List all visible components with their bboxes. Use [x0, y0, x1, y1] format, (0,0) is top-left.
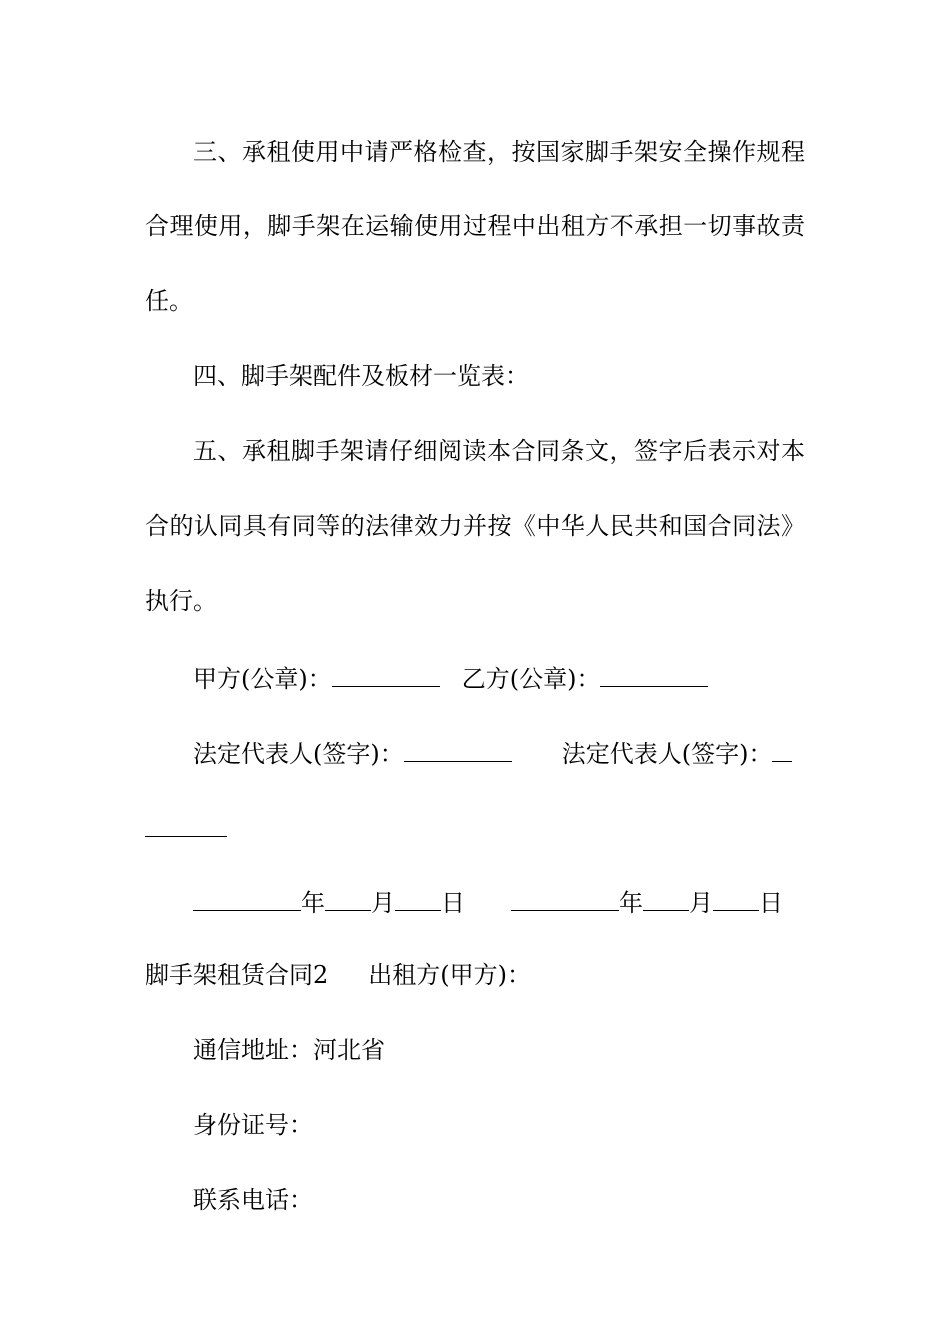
date-a-year-label: 年 [301, 889, 325, 917]
clause-3-line-3: 任。 [145, 287, 193, 315]
party-b-seal-label: 乙方(公章)： [461, 665, 601, 693]
date-a-month-label: 月 [371, 889, 395, 917]
date-b-day-blank [713, 884, 759, 911]
date-a-day-blank [395, 884, 441, 911]
phone-label: 联系电话： [193, 1186, 313, 1214]
address-value: 河北省 [313, 1036, 385, 1064]
party-b-seal-blank [600, 660, 708, 687]
address-label: 通信地址： [193, 1036, 313, 1064]
contract-2-header [145, 959, 805, 991]
date-b-year-label: 年 [619, 889, 643, 917]
seal-line [193, 660, 805, 695]
legal-rep-a-label: 法定代表人(签字)： [193, 740, 404, 768]
address-line [193, 1034, 805, 1066]
date-a-year-blank [193, 884, 301, 911]
id-number-label: 身份证号： [193, 1111, 313, 1139]
date-line [193, 884, 805, 919]
clause-3-line-2: 合理使用，脚手架在运输使用过程中出租方不承担一切事故责 [145, 212, 805, 240]
date-b-month-blank [643, 884, 689, 911]
date-b-year-blank [511, 884, 619, 911]
clause-3-line-1: 三、承租使用中请严格检查，按国家脚手架安全操作规程 [193, 138, 805, 166]
date-b-month-label: 月 [689, 889, 713, 917]
lessor-label: 出租方(甲方)： [368, 961, 532, 989]
clause-4: 四、脚手架配件及板材一览表： [193, 362, 529, 390]
date-a-month-blank [325, 884, 371, 911]
legal-rep-b-label: 法定代表人(签字)： [561, 740, 773, 768]
legal-rep-a-blank [404, 735, 512, 762]
legal-rep-b-blank-end [145, 810, 227, 837]
contract-2-title: 脚手架租赁合同2 [145, 961, 329, 989]
legal-rep-line-cont [145, 810, 805, 845]
clause-5-line-3: 执行。 [145, 587, 217, 615]
date-a-day-label: 日 [441, 889, 465, 917]
legal-rep-line [193, 735, 805, 770]
legal-rep-b-blank-start [772, 735, 792, 762]
clause-5-line-1: 五、承租脚手架请仔细阅读本合同条文，签字后表示对本 [193, 437, 805, 465]
party-a-seal-label: 甲方(公章)： [193, 665, 332, 693]
clause-5-line-2: 合的认同具有同等的法律效力并按《中华人民共和国合同法》 [145, 512, 805, 540]
date-b-day-label: 日 [759, 889, 783, 917]
party-a-seal-blank [332, 660, 440, 687]
